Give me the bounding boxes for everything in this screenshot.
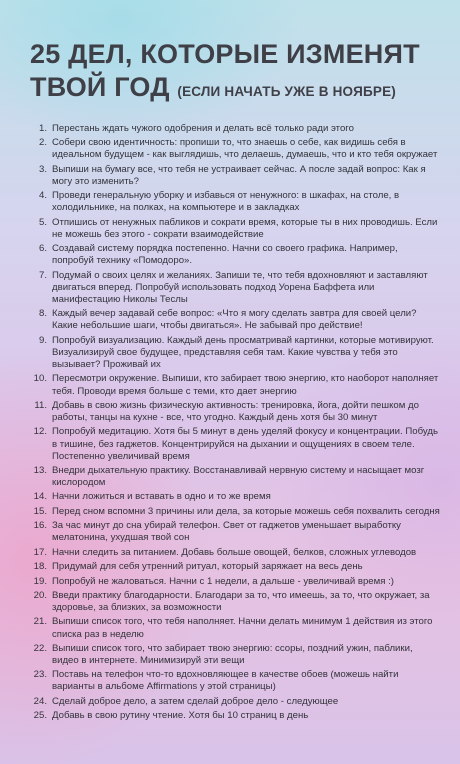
list-item-text: Добавь в свою рутину чтение. Хотя бы 10 страниц в день bbox=[52, 710, 309, 722]
list-item-text: Выпиши список того, что забирает твою энергию: ссоры, поздний ужин, паблики, видео в интернете. Минимизируй эти вещи bbox=[52, 642, 413, 666]
list-item-number: 6. bbox=[38, 243, 47, 255]
list-item bbox=[26, 506, 440, 518]
title-subtitle: (ЕСЛИ НАЧАТЬ УЖЕ В НОЯБРЕ) bbox=[177, 84, 396, 99]
list-item bbox=[26, 547, 440, 559]
list-item-text: Пересмотри окружение. Выпиши, кто забирает твою энергию, кто наоборот наполняет тебя. Проводи время больше с теми, кто дает энергию bbox=[52, 373, 439, 397]
list-item bbox=[26, 123, 440, 135]
list-item-number: 8. bbox=[38, 308, 47, 320]
list-item-text: Начни ложиться и вставать в одно и то же время bbox=[52, 491, 271, 503]
list-item-text: Создавай систему порядка постепенно. Начни со своего графика. Например, попробуй технику «Помодоро». bbox=[52, 243, 398, 267]
list-item-text: Начни следить за питанием. Добавь больше овощей, белков, сложных углеводов bbox=[52, 546, 417, 558]
list-item-text: Подумай о своих целях и желаниях. Запиши те, что тебя вдохновляют и заставляют двигаться вперед. Попробуй использовать подход Уорена Баффета или манифестацию Николы Теслы bbox=[52, 269, 428, 305]
list-item bbox=[26, 643, 440, 667]
list-item bbox=[26, 426, 440, 462]
list-item bbox=[26, 373, 440, 397]
list-item-number: 12. bbox=[33, 426, 47, 438]
list-item-number: 18. bbox=[33, 561, 47, 573]
list-item bbox=[26, 576, 440, 588]
list-item-number: 14. bbox=[33, 491, 47, 503]
list-item-number: 25. bbox=[33, 710, 47, 722]
list-item bbox=[26, 243, 440, 267]
list-item bbox=[26, 400, 440, 424]
list-item-number: 7. bbox=[38, 269, 47, 281]
list-item-text: Отпишись от ненужных пабликов и сократи время, которые ты в них проводишь. Если не можешь без этого - сократи взаимодействие bbox=[52, 216, 438, 240]
list-item-text: Попробуй медитацию. Хотя бы 5 минут в день уделяй фокусу и концентрации. Побудь в тишине, без гаджетов. Концентрируйся на дыхании и ощущениях в своем теле. Постепенно увеличивай время bbox=[52, 426, 438, 462]
list-item-text: Перед сном вспомни 3 причины или дела, за которые можешь себя похвалить сегодня bbox=[52, 505, 440, 517]
list-item-number: 4. bbox=[38, 190, 47, 202]
list-item-text: Придумай для себя утренний ритуал, который заряжает на весь день bbox=[52, 561, 363, 573]
list-item bbox=[26, 669, 440, 693]
list-item bbox=[26, 616, 440, 640]
list-item bbox=[26, 335, 440, 371]
list-item bbox=[26, 696, 440, 708]
list-item bbox=[26, 308, 440, 332]
list-item-number: 2. bbox=[38, 137, 47, 149]
list-item-text: Собери свою идентичность: пропиши то, что знаешь о себе, как видишь себя в идеальном будущем - как выглядишь, что делаешь, думаешь, что и кто тебя окружает bbox=[52, 137, 438, 161]
list-item bbox=[26, 710, 440, 722]
list-item bbox=[26, 491, 440, 503]
list-item-number: 11. bbox=[34, 399, 47, 411]
list-item bbox=[26, 190, 440, 214]
list-item-number: 24. bbox=[33, 695, 47, 707]
list-item-text: Перестань ждать чужого одобрения и делать всё только ради этого bbox=[52, 123, 354, 134]
list-item-number: 9. bbox=[38, 334, 47, 346]
list-item-text: Выпиши на бумагу все, что тебя не устраивает сейчас. А после задай вопрос: Как я могу это изменить? bbox=[52, 163, 426, 187]
list-item-number: 20. bbox=[33, 589, 47, 601]
list-item-number: 3. bbox=[38, 163, 47, 175]
list-item bbox=[26, 561, 440, 573]
list-item bbox=[26, 217, 440, 241]
list-item-text: Внедри дыхательную практику. Восстанавливай нервную систему и насыщает мозг кислородом bbox=[52, 465, 425, 489]
list-item-text: Выпиши список того, что тебя наполняет. Начни делать минимум 1 действия из этого списка раз в неделю bbox=[52, 616, 433, 640]
list-item-text: Введи практику благодарности. Благодари за то, что имеешь, за то, что окружает, за здоровье, за близких, за возможности bbox=[52, 589, 430, 614]
list-item-number: 13. bbox=[33, 465, 47, 476]
list-item-number: 21. bbox=[33, 616, 47, 628]
list-item-number: 23. bbox=[33, 669, 47, 681]
title-text: 25 ДЕЛ, КОТОРЫЕ ИЗМЕНЯТ ТВОЙ ГОД bbox=[30, 39, 420, 102]
tips-list bbox=[26, 123, 440, 725]
list-item-text: Попробуй визуализацию. Каждый день просматривай картинки, которые мотивируют. Визуализируй свое будущее, представляя себя там. Какие чувства у тебя это вызывает? Проживай их bbox=[52, 334, 434, 371]
list-item-text: Проведи генеральную уборку и избавься от ненужного: в шкафах, на столе, в холодильнике, на полках, на компьютере и в закладках bbox=[52, 190, 400, 214]
list-item-number: 19. bbox=[33, 575, 47, 587]
list-item bbox=[26, 590, 440, 614]
list-item bbox=[26, 465, 440, 489]
list-item-text: Попробуй не жаловаться. Начни с 1 недели, а дальше - увеличивай время :) bbox=[52, 575, 394, 587]
list-item-number: 17. bbox=[33, 546, 47, 558]
list-item bbox=[26, 270, 440, 306]
list-item bbox=[26, 520, 440, 544]
list-item-number: 10. bbox=[33, 373, 47, 385]
list-item-number: 22. bbox=[33, 642, 47, 654]
list-item bbox=[26, 137, 440, 161]
list-item-number: 5. bbox=[38, 216, 47, 228]
list-item-number: 15. bbox=[33, 505, 47, 517]
list-item-number: 1. bbox=[38, 123, 47, 134]
list-item-text: Сделай доброе дело, а затем сделай доброе дело - следующее bbox=[52, 695, 339, 707]
list-item bbox=[26, 164, 440, 188]
list-item-text: За час минут до сна убирай телефон. Свет от гаджетов уменьшает выработку мелатонина, ухудшая твой сон bbox=[52, 520, 401, 544]
list-item-text: Каждый вечер задавай себе вопрос: «Что я могу сделать завтра для своей цели? Какие небольшие шаги, чтобы двигаться». Не забывай про действие! bbox=[52, 308, 417, 332]
list-item-text: Поставь на телефон что-то вдохновляющее в качестве обоев (можешь найти варианты в альбоме Affirmations у этой страницы) bbox=[52, 669, 399, 693]
list-item-number: 16. bbox=[33, 520, 47, 532]
list-item-text: Добавь в свою жизнь физическую активность: тренировка, йога, дойти пешком до работы, танцы на кухне - все, что угодно. Каждый день хотя бы 30 минут bbox=[52, 399, 419, 424]
page-title bbox=[30, 38, 440, 108]
